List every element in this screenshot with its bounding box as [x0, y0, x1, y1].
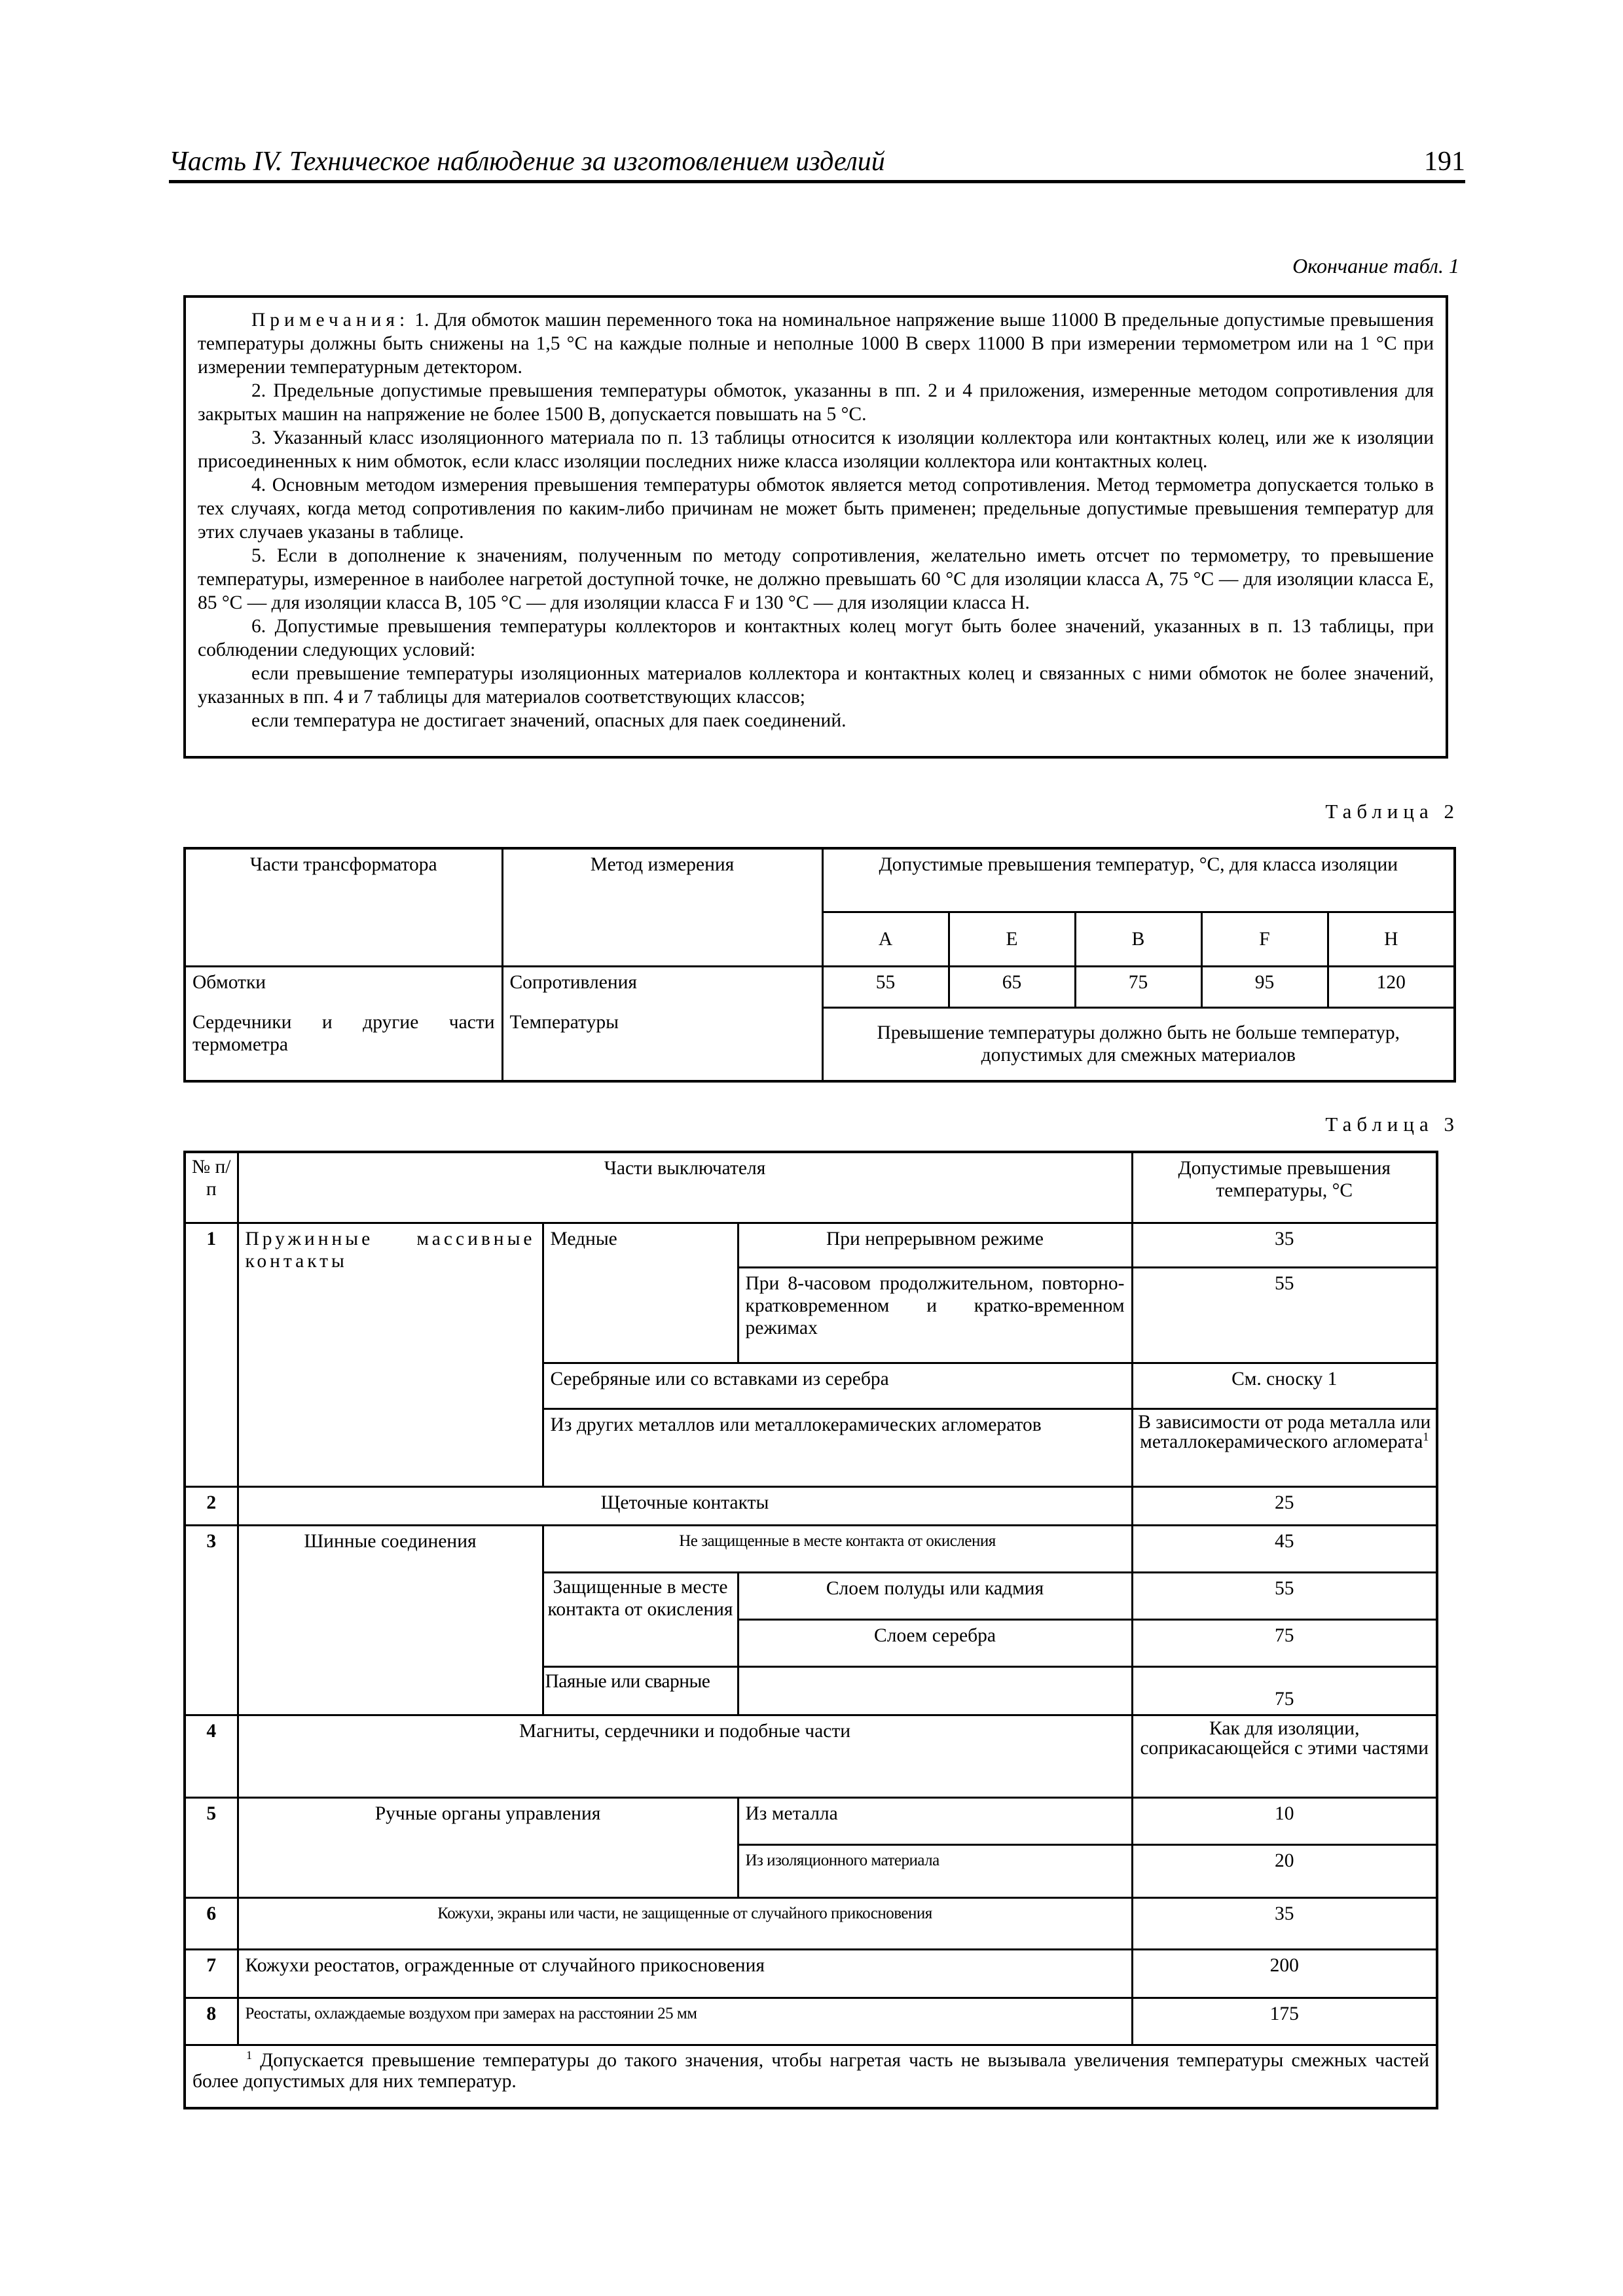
- t3-header-limit: Допустимые превышения температуры, °С: [1132, 1152, 1437, 1223]
- table3-label: Таблица 3: [1325, 1113, 1459, 1136]
- table2: [183, 847, 1456, 1083]
- t3-r1-other: Из других металлов или металлокерамических агломератов: [543, 1408, 1132, 1486]
- t3-num: 6: [185, 1897, 238, 1949]
- t3-value: 25: [1132, 1486, 1437, 1525]
- t2-value: 75: [1075, 966, 1201, 1007]
- table2-label: Таблица 2: [1325, 800, 1459, 823]
- t3-r3-solder: Паяные или сварные: [543, 1666, 738, 1715]
- note-3: 3. Указанный класс изоляционного материала по п. 13 таблицы относится к изоляции коллектора или контактных колец, или же к изоляции присоединенных к ним обмоток, если класс изоляции последних ниже класса изоляции коллектора или контактных колец.: [198, 427, 1434, 472]
- note-6-condition-1: если превышение температуры изоляционных материалов коллектора и контактных колец и связанных с ними обмоток не более значений, указанных в пп. 4 и 7 таблицы для материалов соответствующих классов;: [198, 663, 1434, 708]
- t3-num: 5: [185, 1797, 238, 1897]
- t3-empty-cell: [738, 1666, 1132, 1715]
- t3-r7-part: Кожухи реостатов, огражденные от случайного прикосновения: [238, 1949, 1132, 1998]
- t3-r2-part: Щеточные контакты: [238, 1486, 1132, 1525]
- t3-header-parts: Части выключателя: [238, 1152, 1132, 1223]
- t3-r5-metal: Из металла: [738, 1797, 1132, 1844]
- t2-class: F: [1201, 912, 1328, 966]
- t3-r5-part: Ручные органы управления: [238, 1797, 738, 1897]
- t3-value: 35: [1132, 1897, 1437, 1949]
- t2-row2-note: Превышение температуры должно быть не больше температур, допустимых для смежных материалов: [822, 1007, 1455, 1081]
- t2-class: E: [949, 912, 1075, 966]
- t3-r5-ins: Из изоляционного материала: [738, 1844, 1132, 1897]
- t3-r3-unprot: Не защищенные в месте контакта от окисления: [543, 1525, 1132, 1572]
- t2-header-method: Метод измерения: [502, 848, 822, 966]
- notes-label: Примечания:: [251, 310, 410, 331]
- t2-value: 55: [822, 966, 949, 1007]
- t3-num: 3: [185, 1525, 238, 1715]
- t2-header-parts: Части трансформатора: [185, 848, 502, 966]
- t3-value: Как для изоляции, соприкасающейся с этими частями: [1132, 1715, 1437, 1797]
- t3-r1-silver: Серебряные или со вставками из серебра: [543, 1363, 1132, 1408]
- t2-value: 65: [949, 966, 1075, 1007]
- t3-value: В зависимости от рода металла или металлокерамического агломерата$^1$: [1132, 1408, 1437, 1486]
- t3-value: 200: [1132, 1949, 1437, 1998]
- t3-value: 10: [1132, 1797, 1437, 1844]
- t2-value: 120: [1328, 966, 1455, 1007]
- t2-header-limits: Допустимые превышения температур, °С, для класса изоляции: [822, 848, 1455, 912]
- t3-r3-tin: Слоем полуды или кадмия: [738, 1572, 1132, 1619]
- note-4: 4. Основным методом измерения превышения температуры обмоток является метод сопротивления. Метод термометра допускается только в тех случаях, когда метод сопротивления по каким-либо причинам не может быть применен; предельные допустимые превышения температур для этих случаев указаны в таблице.: [198, 475, 1434, 543]
- t3-value: 75: [1132, 1619, 1437, 1666]
- note-2: 2. Предельные допустимые превышения температуры обмоток, указанны в пп. 2 и 4 приложения, измеренные методом сопротивления для закрытых машин на напряжение не более 1500 В, допускается повышать на 5 °С.: [198, 380, 1434, 425]
- t3-r1-cont: При непрерывном режиме: [738, 1223, 1132, 1267]
- t3-r1-copper: Медные: [543, 1223, 738, 1363]
- t3-r6-part: Кожухи, экраны или части, не защищенные от случайного прикосновения: [238, 1897, 1132, 1949]
- t3-value: 75: [1132, 1666, 1437, 1715]
- t2-row1-method: Сопротивления: [502, 966, 822, 1007]
- t3-value: 55: [1132, 1572, 1437, 1619]
- note-1: Примечания: 1. Для обмоток машин переменного тока на номинальное напряжение выше 11000 В предельные допустимые превышения температуры должны быть снижены на 1,5 °С на каждые полные и неполные 1000 В сверх 11000 В при измерении термометром или на 1 °С при измерении температурным детектором.: [198, 310, 1434, 378]
- t2-row2-part: Сердечники и другие части термометра: [185, 1007, 502, 1081]
- t2-class: A: [822, 912, 949, 966]
- notes-box: [183, 295, 1448, 759]
- t3-r4-part: Магниты, сердечники и подобные части: [238, 1715, 1132, 1797]
- t3-value: 20: [1132, 1844, 1437, 1897]
- page-number: 191: [1424, 147, 1465, 177]
- note-5: 5. Если в дополнение к значениям, полученным по методу сопротивления, желательно иметь отсчет по термометру, то превышение температуры, измеренное в наиболее нагретой доступной точке, не должно превышать 60 °С для изоляции класса А, 75 °С — для изоляции класса Е, 85 °С — для изоляции класса В, 105 °С — для изоляции класса F и 130 °С — для изоляции класса Н.: [198, 545, 1434, 613]
- t3-r1-part: Пружинные массивные контакты: [238, 1223, 543, 1486]
- t3-r3-silv: Слоем серебра: [738, 1619, 1132, 1666]
- t3-value: 35: [1132, 1223, 1437, 1267]
- note-6: 6. Допустимые превышения температуры коллекторов и контактных колец могут быть более значений, указанных в п. 13 таблицы, при соблюдении следующих условий:: [198, 616, 1434, 660]
- note-6-condition-2: если температура не достигает значений, опасных для паек соединений.: [251, 710, 847, 731]
- t3-num: 4: [185, 1715, 238, 1797]
- t2-row2-method: Температуры: [502, 1007, 822, 1081]
- header-title: Часть IV. Техническое наблюдение за изготовлением изделий: [169, 147, 885, 177]
- t3-r1-mode8: При 8-часовом продолжительном, повторно-кратковременном и кратко-временном режимах: [738, 1267, 1132, 1363]
- t3-value: 55: [1132, 1267, 1437, 1363]
- t3-value: См. сноску 1: [1132, 1363, 1437, 1408]
- t3-value: 175: [1132, 1998, 1437, 2045]
- table3: [183, 1151, 1438, 2109]
- t3-value: 45: [1132, 1525, 1437, 1572]
- table-continuation-label: Окончание табл. 1: [1292, 254, 1459, 278]
- t3-num: 1: [185, 1223, 238, 1486]
- t3-r8-part: Реостаты, охлаждаемые воздухом при замерах на расстоянии 25 мм: [238, 1998, 1132, 2045]
- t2-row1-part: Обмотки: [185, 966, 502, 1007]
- t3-footnote: $^1$ Допускается превышение температуры до такого значения, чтобы нагретая часть не вызывала увеличения температуры смежных частей более допустимых для них температур.: [185, 2045, 1437, 2108]
- t3-r3-part: Шинные соединения: [238, 1525, 543, 1715]
- t2-class: B: [1075, 912, 1201, 966]
- t2-class: H: [1328, 912, 1455, 966]
- t3-num: 7: [185, 1949, 238, 1998]
- t3-num: 2: [185, 1486, 238, 1525]
- t3-num: 8: [185, 1998, 238, 2045]
- t2-value: 95: [1201, 966, 1328, 1007]
- t3-header-num: № п/п: [185, 1152, 238, 1223]
- running-header: [169, 141, 1465, 183]
- t3-r3-prot: Защищенные в месте контакта от окисления: [543, 1572, 738, 1666]
